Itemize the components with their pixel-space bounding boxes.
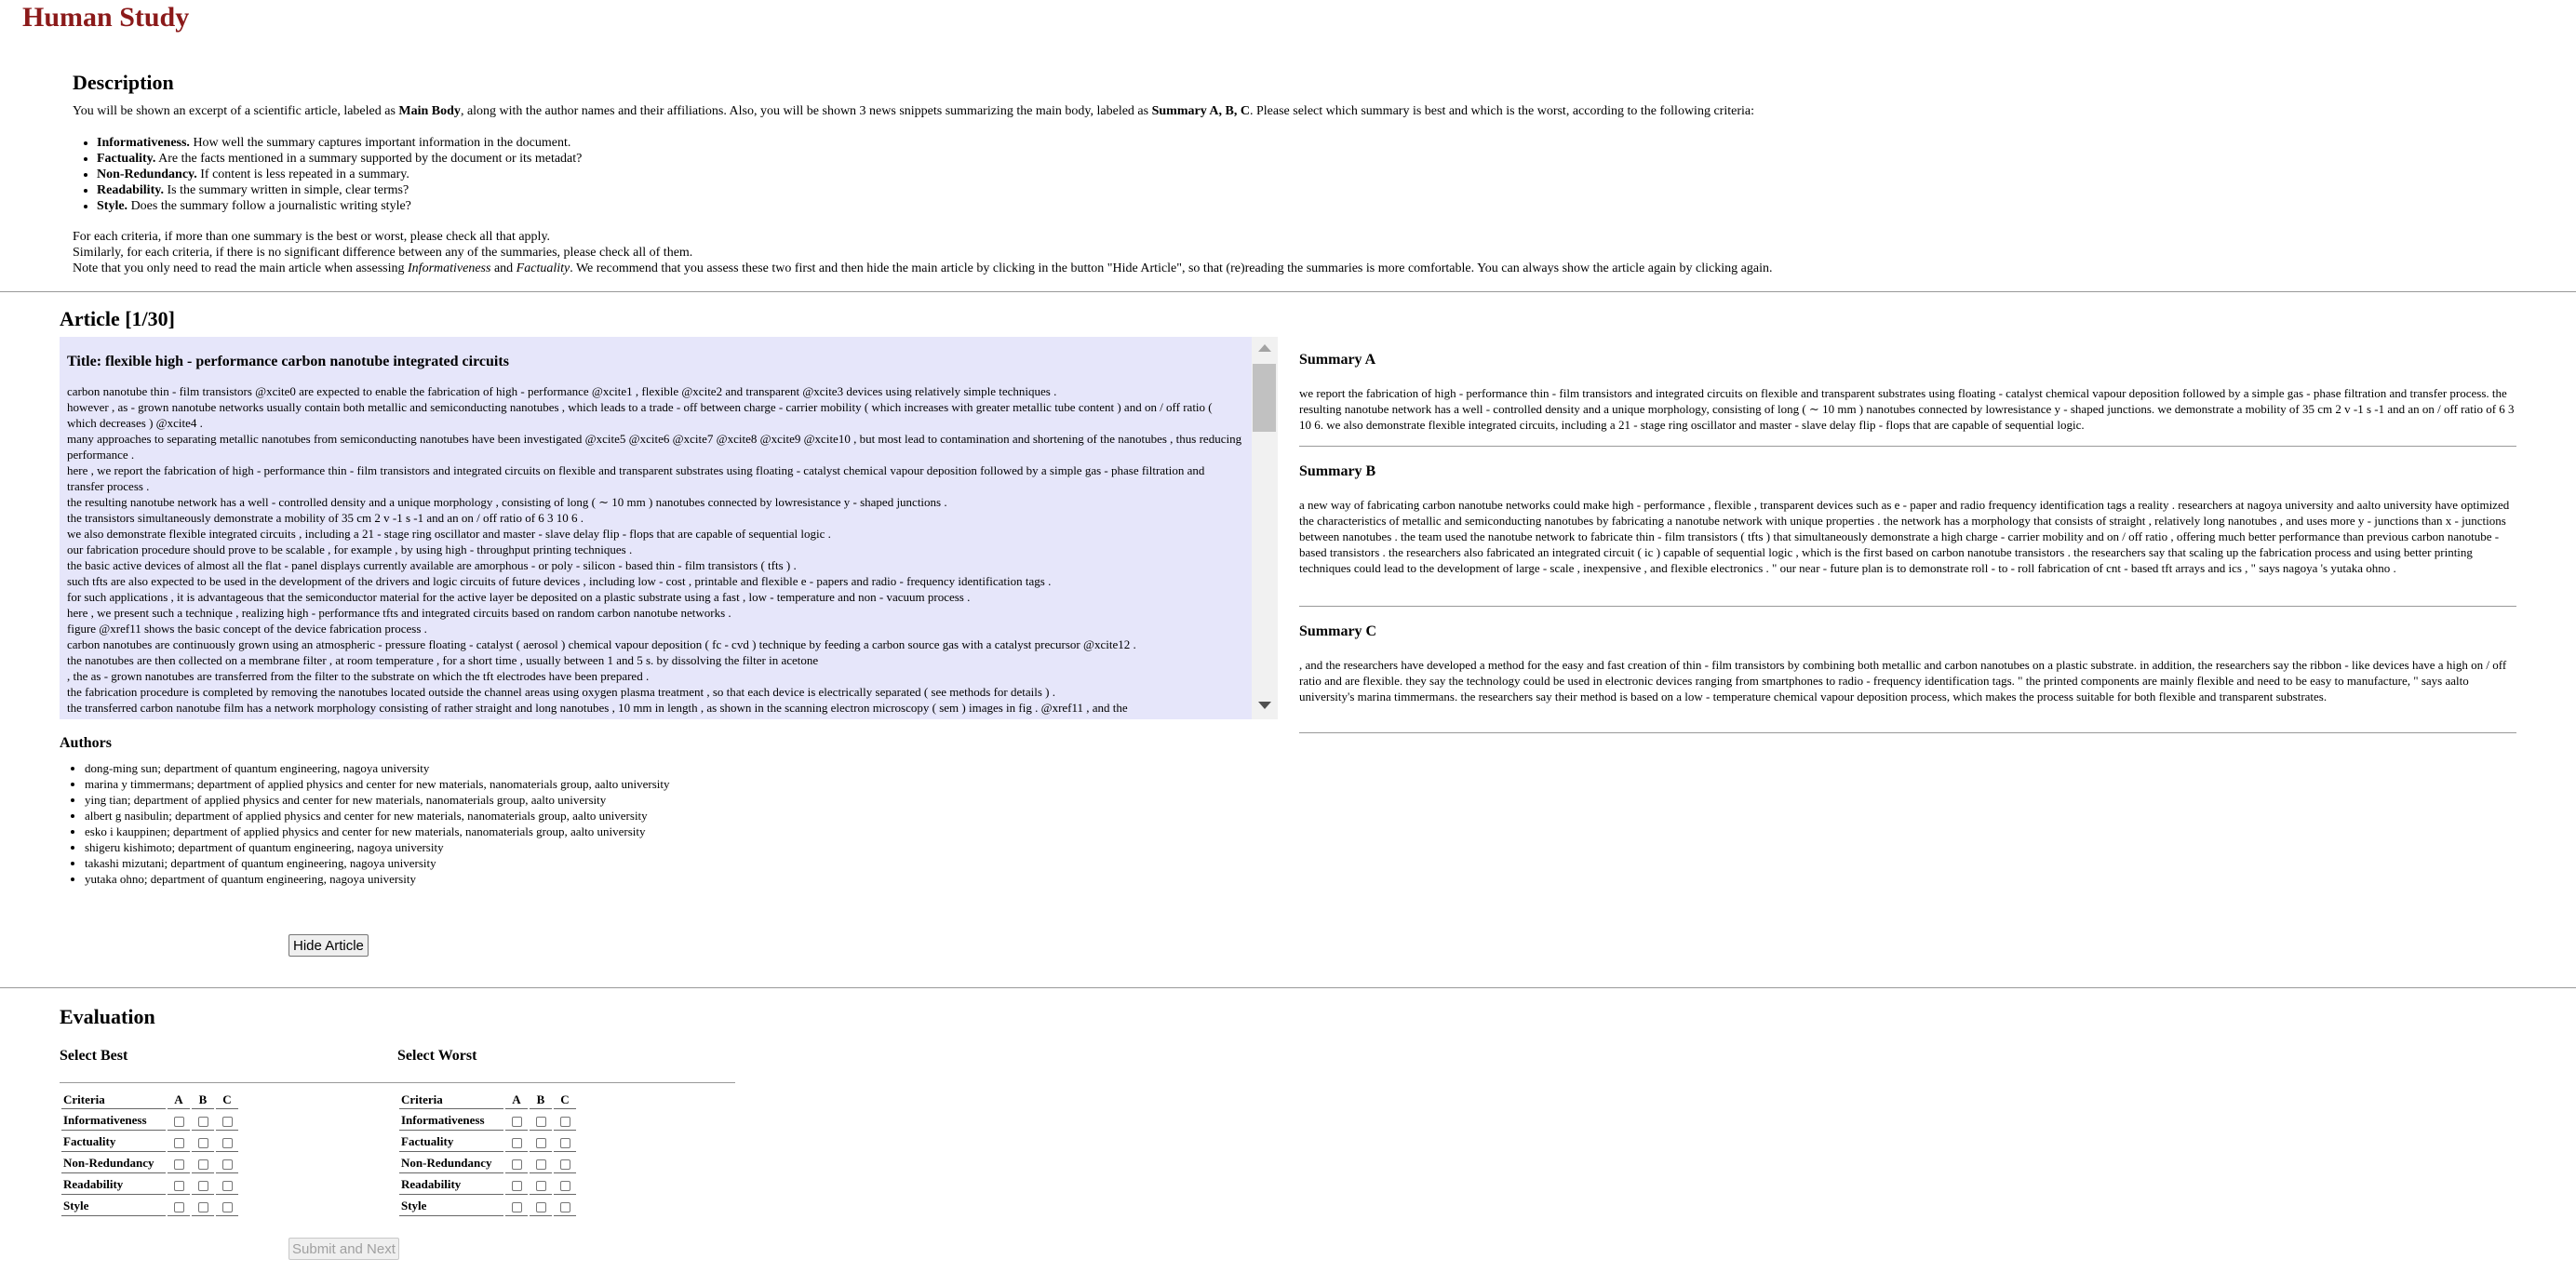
table-row [399, 1175, 576, 1195]
best-informativeness-a-checkbox[interactable] [174, 1117, 184, 1127]
summary-a-label: Summary A [1299, 352, 1376, 368]
criteria-label: Non-Redundancy [61, 1154, 166, 1173]
app-title: Human Study [22, 2, 190, 33]
criteria-label: Factuality [399, 1132, 503, 1152]
table-row [61, 1154, 238, 1173]
best-factuality-b-checkbox[interactable] [198, 1138, 208, 1148]
author-item: • marina y timmermans; department of applied physics and center for new materials, nanomaterials group, aalto university [85, 776, 670, 792]
worst-informativeness-b-checkbox[interactable] [536, 1117, 546, 1127]
criteria-label: Informativeness [61, 1111, 166, 1131]
summary-c-column-header: C [554, 1091, 576, 1109]
article-body-line: the resulting nanotube network has a well - controlled density and a unique morphology , consisting of long ( ∼ 10 mm ) nanotubes connected by lowresistance y - shaped junctions . [67, 495, 947, 509]
best-informativeness-b-checkbox[interactable] [198, 1117, 208, 1127]
best-factuality-a-checkbox[interactable] [174, 1138, 184, 1148]
article-body-line: the transferred carbon nanotube film has a network morphology consisting of rather straight and long nanotubes , 10 mm in length , as shown in the scanning electron microscopy ( sem ) images in fig . @xref11 , and the [67, 701, 1128, 715]
article-body-line: such tfts are also expected to be used in the development of the drivers and logic circuits of future devices , including low - cost , printable and flexible e - papers and radio - frequency identification tags . [67, 574, 1052, 588]
best-style-c-checkbox[interactable] [222, 1202, 233, 1212]
article-body-line: the transistors simultaneously demonstrate a mobility of 35 cm 2 v -1 s -1 and an on / off ratio of 6 3 10 6 . [67, 511, 584, 525]
article-body-line: for such applications , it is advantageous that the semiconductor material for the active layer be deposited on a plastic substrate using a fast , low - temperature and non - vacuum process . [67, 590, 971, 604]
best-style-a-checkbox[interactable] [174, 1202, 184, 1212]
evaluation-divider [397, 1082, 735, 1083]
summary-a-column-header: A [168, 1091, 190, 1109]
criteria-label: Non-Redundancy [399, 1154, 503, 1173]
submit-and-next-button[interactable]: Submit and Next [288, 1238, 399, 1260]
article-heading: Article [1/30] [60, 307, 175, 330]
criteria-column-header: Criteria [399, 1091, 503, 1109]
summary-c [1299, 623, 2516, 704]
best-non-redundancy-b-checkbox[interactable] [198, 1159, 208, 1170]
authors-heading: Authors [60, 735, 113, 751]
summary-divider [1299, 606, 2516, 607]
summary-a [1299, 352, 2516, 433]
evaluation-divider [60, 1082, 397, 1083]
article-body-text [67, 383, 1244, 716]
worst-style-b-checkbox[interactable] [536, 1202, 546, 1212]
criteria-label: Factuality [61, 1132, 166, 1152]
worst-factuality-a-checkbox[interactable] [512, 1138, 522, 1148]
summary-b [1299, 463, 2516, 576]
hide-article-button[interactable]: Hide Article [288, 934, 369, 957]
author-item: • shigeru kishimoto; department of quantum engineering, nagoya university [85, 839, 670, 855]
author-item: • takashi mizutani; department of quantum engineering, nagoya university [85, 855, 670, 871]
best-style-b-checkbox[interactable] [198, 1202, 208, 1212]
best-non-redundancy-c-checkbox[interactable] [222, 1159, 233, 1170]
table-row [399, 1111, 576, 1131]
note-multiple: For each criteria, if more than one summary is the best or worst, please check all that apply. [73, 229, 551, 244]
article-body-line: here , we present such a technique , realizing high - performance tfts and integrated circuits based on random carbon nanotube networks . [67, 606, 731, 620]
criteria-column-header: Criteria [61, 1091, 166, 1109]
author-item: • albert g nasibulin; department of applied physics and center for new materials, nanomaterials group, aalto university [85, 808, 670, 824]
section-divider [0, 987, 2576, 988]
table-row [399, 1132, 576, 1152]
scrollbar-thumb[interactable] [1253, 364, 1276, 432]
worst-non-redundancy-b-checkbox[interactable] [536, 1159, 546, 1170]
summary-b-column-header: B [530, 1091, 552, 1109]
best-readability-c-checkbox[interactable] [222, 1181, 233, 1191]
criteria-label: Readability [61, 1175, 166, 1195]
worst-factuality-b-checkbox[interactable] [536, 1138, 546, 1148]
article-body-line: carbon nanotube thin - film transistors @xcite0 are expected to enable the fabrication of high - performance @xcite1 , flexible @xcite2 and transparent @xcite3 devices using relatively simple techniques . [67, 384, 1057, 398]
scroll-down-arrow-icon[interactable] [1258, 702, 1271, 709]
best-readability-a-checkbox[interactable] [174, 1181, 184, 1191]
best-factuality-c-checkbox[interactable] [222, 1138, 233, 1148]
criteria-label: Style [399, 1197, 503, 1216]
summary-a-column-header: A [505, 1091, 528, 1109]
worst-non-redundancy-a-checkbox[interactable] [512, 1159, 522, 1170]
summary-b-text: a new way of fabricating carbon nanotube networks could make high - performance , flexible , transparent devices such as e - paper and radio frequency identification tags a reality . researchers at nagoya university and aalto university have optimized the characteristics of metallic and semiconducting nanotubes by fabricating a nanotube network with unique properties . the network has a morphology that consists of straight , relatively long nanotubes , and uses more y - junctions than x - junctions between nanotubes . the team used the nanotube network to fabricate thin - film transistors ( tfts ) that simultaneously demonstrate a high charge - carrier mobility and on / off ratio , offering much better performance than previous carbon nanotube - based transistors . the researchers also fabricated an integrated circuit ( ic ) capable of sequential logic , which is the first based on carbon nanotube transistors . the researchers say that scaling up the fabrication process and using better printing techniques could lead to the development of large - scale , inexpensive , and flexible electronics . " our near - future plan is to demonstrate roll - to - roll fabrication of cnt - based tft arrays and ics , " says nagoya 's yutaka ohno . [1299, 498, 2510, 575]
worst-style-c-checkbox[interactable] [560, 1202, 570, 1212]
table-row [61, 1175, 238, 1195]
table-row [399, 1154, 576, 1173]
table-row [61, 1132, 238, 1152]
criteria-label: Informativeness [399, 1111, 503, 1131]
scroll-up-arrow-icon[interactable] [1258, 344, 1271, 352]
table-row [61, 1197, 238, 1216]
criteria-label: Readability [399, 1175, 503, 1195]
criteria-label: Style [61, 1197, 166, 1216]
description-heading: Description [73, 71, 174, 94]
description-section [73, 71, 2492, 276]
summary-c-column-header: C [216, 1091, 238, 1109]
article-body-line: the basic active devices of almost all the flat - panel displays currently available are amorphous - or poly - silicon - based thin - film transistors ( tfts ) . [67, 558, 797, 572]
article-body-line: we also demonstrate flexible integrated circuits , including a 21 - stage ring oscillator and master - slave delay flip - flops that are capable of sequential logic . [67, 527, 831, 541]
evaluation-heading: Evaluation [60, 1005, 155, 1028]
summary-b-label: Summary B [1299, 463, 1376, 479]
note-hide-article: Note that you only need to read the main article when assessing Informativeness and Factuality. We recommend that you assess these two first and then hide the main article by clicking in the button "Hide Article", so that (re)reading the summaries is more comfortable. You can always show the article again by clicking again. [73, 261, 1773, 275]
criteria-list [73, 135, 2492, 214]
criteria-item-factuality: • Factuality. Are the facts mentioned in a summary supported by the document or its metadat? [97, 151, 2492, 167]
instructions-notes [73, 229, 2492, 276]
article-body-line: the nanotubes are then collected on a membrane filter , at room temperature , for a short time , usually between 1 and 5 s. by dissolving the filter in acetone [67, 653, 819, 667]
article-body-line: figure @xref11 shows the basic concept of the device fabrication process . [67, 622, 427, 636]
best-non-redundancy-a-checkbox[interactable] [174, 1159, 184, 1170]
author-item: • ying tian; department of applied physics and center for new materials, nanomaterials group, aalto university [85, 792, 670, 808]
article-title: Title: flexible high - performance carbon nanotube integrated circuits [67, 354, 509, 369]
table-row [61, 1111, 238, 1131]
select-worst-heading: Select Worst [397, 1048, 477, 1064]
article-body-line: many approaches to separating metallic nanotubes from semiconducting nanotubes have been investigated @xcite5 @xcite6 @xcite7 @xcite8 @xcite9 @xcite10 , but most lead to contamination and shortening of the nanotubes , thus reducing performance . [67, 432, 1242, 462]
worst-informativeness-c-checkbox[interactable] [560, 1117, 570, 1127]
author-item: • esko i kauppinen; department of applied physics and center for new materials, nanomaterials group, aalto university [85, 824, 670, 839]
note-no-difference: Similarly, for each criteria, if there is no significant difference between any of the summaries, please check all of them. [73, 245, 693, 260]
article-body-line: , the as - grown nanotubes are transferred from the filter to the substrate on which the tft electrodes have been prepared . [67, 669, 650, 683]
worst-factuality-c-checkbox[interactable] [560, 1138, 570, 1148]
section-divider [0, 291, 2576, 292]
summary-c-text: , and the researchers have developed a method for the easy and fast creation of thin - film transistors by combining both metallic and carbon nanotubes on a plastic substrate. in addition, the researchers say the ribbon - like devices have a high on / off ratio and are flexible. they say the technology could be used in electronic devices ranging from smartphones to radio - frequency identification tags. " the printed components are mainly flexible and need to be easy to manufacture, " says aalto university's marina timmermans. the researchers say their method is based on a low - temperature chemical vapour deposition process, which makes the process suitable for both flexible and transparent substrates. [1299, 658, 2507, 703]
criteria-item-readability: • Readability. Is the summary written in simple, clear terms? [97, 182, 2492, 198]
article-body-line: carbon nanotubes are continuously grown using an atmospheric - pressure floating - catalyst ( aerosol ) chemical vapour deposition ( fc - cvd ) technique by feeding a carbon source gas with a catalyst precursor @xcite12 . [67, 637, 1136, 651]
select-best-table [60, 1089, 240, 1218]
worst-readability-b-checkbox[interactable] [536, 1181, 546, 1191]
summary-divider [1299, 446, 2516, 447]
criteria-item-non-redundancy: • Non-Redundancy. If content is less repeated in a summary. [97, 167, 2492, 182]
worst-informativeness-a-checkbox[interactable] [512, 1117, 522, 1127]
select-best-heading: Select Best [60, 1048, 128, 1064]
worst-non-redundancy-c-checkbox[interactable] [560, 1159, 570, 1170]
article-main-body[interactable] [60, 337, 1252, 719]
table-row [399, 1197, 576, 1216]
worst-readability-a-checkbox[interactable] [512, 1181, 522, 1191]
worst-style-a-checkbox[interactable] [512, 1202, 522, 1212]
summary-divider [1299, 732, 2516, 733]
best-informativeness-c-checkbox[interactable] [222, 1117, 233, 1127]
article-body-line: however , as - grown nanotube networks usually contain both metallic and semiconducting nanotubes , which leads to a trade - off between charge - carrier mobility ( which increases with greater metallic tube content ) and on / off ratio ( which decreases ) @xcite4 . [67, 400, 1213, 430]
author-item: • yutaka ohno; department of quantum engineering, nagoya university [85, 871, 670, 887]
description-intro: You will be shown an excerpt of a scientific article, labeled as Main Body, along with the author names and their affiliations. Also, you will be shown 3 news snippets summarizing the main body, labeled as Summary A, B, C. Please select which summary is best and which is the worst, according to the following criteria: [73, 104, 1754, 118]
article-body-line: the fabrication procedure is completed by removing the nanotubes located outside the channel areas using oxygen plasma treatment , so that each device is electrically separated ( see methods for details ) . [67, 685, 1056, 699]
author-item: • dong-ming sun; department of quantum engineering, nagoya university [85, 760, 670, 776]
article-body-line: our fabrication procedure should prove to be scalable , for example , by using high - throughput printing techniques . [67, 543, 633, 556]
summary-b-column-header: B [192, 1091, 214, 1109]
authors-list [60, 760, 670, 887]
summary-a-text: we report the fabrication of high - performance thin - film transistors and integrated circuits on flexible and transparent substrates using floating - catalyst chemical vapour deposition followed by a simple gas - phase filtration and transfer process. the resulting nanotube network has a well - controlled density and a unique morphology, consisting of long ( ∼ 10 mm ) nanotubes connected by lowresistance y - shaped junctions. we demonstrate a mobility of 35 cm 2 v -1 s -1 and an on / off ratio of 6 3 10 6. we also demonstrate flexible integrated circuits, including a 21 - stage ring oscillator and master - slave delay flip - flops that are capable of sequential logic. [1299, 386, 2515, 432]
article-body-line: here , we report the fabrication of high - performance thin - film transistors and integrated circuits on flexible and transparent substrates using floating - catalyst chemical vapour deposition followed by a simple gas - phase filtration and transfer process . [67, 463, 1205, 493]
criteria-item-informativeness: • Informativeness. How well the summary captures important information in the document. [97, 135, 2492, 151]
select-worst-table [397, 1089, 578, 1218]
best-readability-b-checkbox[interactable] [198, 1181, 208, 1191]
worst-readability-c-checkbox[interactable] [560, 1181, 570, 1191]
criteria-item-style: • Style. Does the summary follow a journalistic writing style? [97, 198, 2492, 214]
summary-c-label: Summary C [1299, 623, 1377, 639]
